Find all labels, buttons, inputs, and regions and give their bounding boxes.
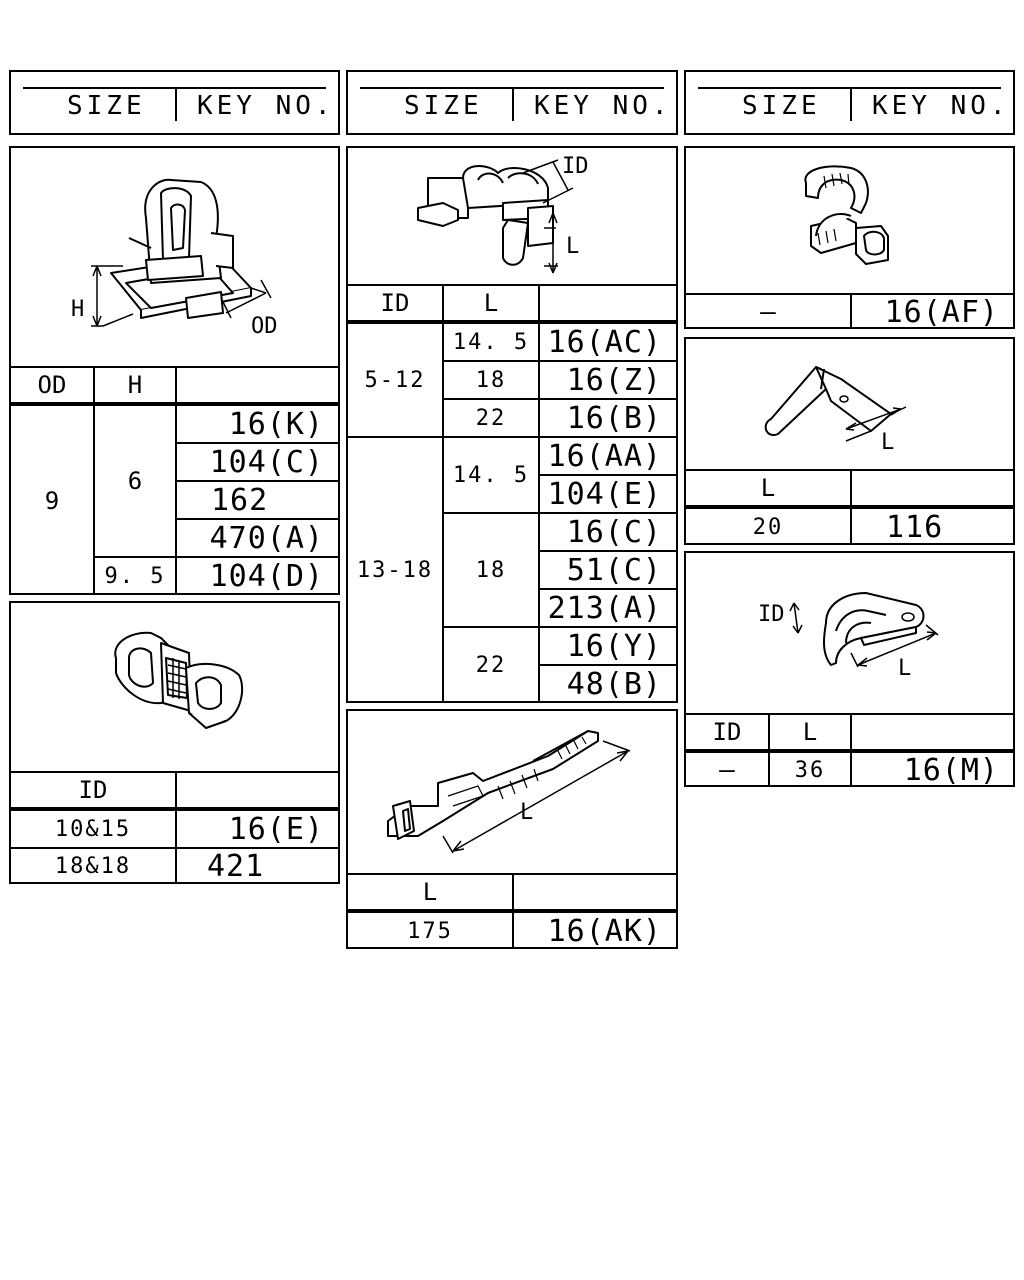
l-dimension-label: L xyxy=(898,656,912,681)
header-key-no-label: KEY NO. xyxy=(197,91,335,121)
key-no: 16(M) xyxy=(903,752,999,788)
l-dimension-label: L xyxy=(881,430,895,455)
id-value: 18&18 xyxy=(54,854,132,879)
id-value: 13-18 xyxy=(356,558,434,583)
l-value: 14. 5 xyxy=(452,462,530,488)
col-head-id: ID xyxy=(380,289,410,317)
key-no: 48(B) xyxy=(566,667,662,702)
panel-bracket xyxy=(684,337,1015,545)
l-value: 22 xyxy=(475,405,507,431)
header-size-label: SIZE xyxy=(404,91,483,121)
l-value: 20 xyxy=(752,514,784,540)
key-no: 213(A) xyxy=(547,590,662,626)
header-key-no-label: KEY NO. xyxy=(534,91,672,121)
l-value: 36 xyxy=(794,757,826,783)
col-head-l: L xyxy=(802,718,818,746)
size-value: — xyxy=(760,297,776,327)
panel-push-clip xyxy=(9,146,340,595)
p-clip-illustration xyxy=(686,553,1013,713)
header-size-label: SIZE xyxy=(67,91,146,121)
key-no: 16(K) xyxy=(228,406,324,442)
l-value: 14. 5 xyxy=(452,329,530,355)
col-head-od: OD xyxy=(37,371,67,399)
panel-cable-tie xyxy=(346,709,678,949)
panel-stacked-clip xyxy=(684,146,1015,329)
l-dimension-label: L xyxy=(520,800,534,825)
od-value: 9 xyxy=(44,486,60,515)
id-value: 10&15 xyxy=(54,816,132,842)
key-no: 104(D) xyxy=(209,559,324,594)
header-size-label: SIZE xyxy=(742,91,821,121)
key-no: 16(Y) xyxy=(566,628,662,664)
l-value: 175 xyxy=(407,918,453,944)
l-value: 18 xyxy=(475,367,507,393)
h-value: 9. 5 xyxy=(104,564,166,589)
h-dimension-label: H xyxy=(71,297,85,322)
push-clip-illustration xyxy=(11,148,338,366)
col-head-id: ID xyxy=(712,718,742,746)
key-no: 116 xyxy=(886,509,944,545)
h-value: 6 xyxy=(127,467,143,495)
hose-clamp-illustration xyxy=(348,148,676,284)
key-no: 16(B) xyxy=(566,400,662,436)
panel-hose-clamp xyxy=(346,146,678,703)
key-no: 470(A) xyxy=(209,520,324,556)
header-col-2 xyxy=(346,70,678,135)
key-no: 16(AK) xyxy=(547,913,662,949)
header-col-3 xyxy=(684,70,1015,135)
id-value: 5-12 xyxy=(364,367,426,393)
key-no: 16(AA) xyxy=(547,438,662,474)
key-no: 16(C) xyxy=(566,514,662,550)
key-no: 16(AF) xyxy=(884,294,999,330)
key-no: 51(C) xyxy=(566,552,662,588)
key-no: 104(E) xyxy=(547,476,662,512)
col-head-l: L xyxy=(760,474,776,502)
l-dimension-label: L xyxy=(566,234,580,259)
key-no: 16(E) xyxy=(228,811,324,847)
col-head-l: L xyxy=(422,878,438,906)
panel-double-clip xyxy=(9,601,340,884)
col-head-h: H xyxy=(127,371,143,399)
l-value: 22 xyxy=(475,653,507,678)
key-no: 421 xyxy=(207,849,265,884)
col-head-l: L xyxy=(483,289,499,317)
col-head-id: ID xyxy=(78,776,108,804)
header-col-1 xyxy=(9,70,340,135)
key-no: 16(AC) xyxy=(547,324,662,360)
id-dimension-label: ID xyxy=(562,154,589,179)
key-no: 16(Z) xyxy=(566,362,662,398)
header-key-no-label: KEY NO. xyxy=(872,91,1010,121)
key-no: 104(C) xyxy=(209,444,324,480)
cable-tie-illustration xyxy=(348,711,676,875)
panel-p-clip xyxy=(684,551,1015,787)
od-dimension-label: OD xyxy=(251,314,278,339)
bracket-illustration xyxy=(686,339,1013,469)
stacked-clip-illustration xyxy=(686,148,1013,293)
double-clip-illustration xyxy=(11,603,338,771)
id-dimension-label: ID xyxy=(758,602,785,627)
id-value: — xyxy=(719,755,735,785)
key-no: 162 xyxy=(211,482,269,518)
l-value: 18 xyxy=(475,557,507,583)
